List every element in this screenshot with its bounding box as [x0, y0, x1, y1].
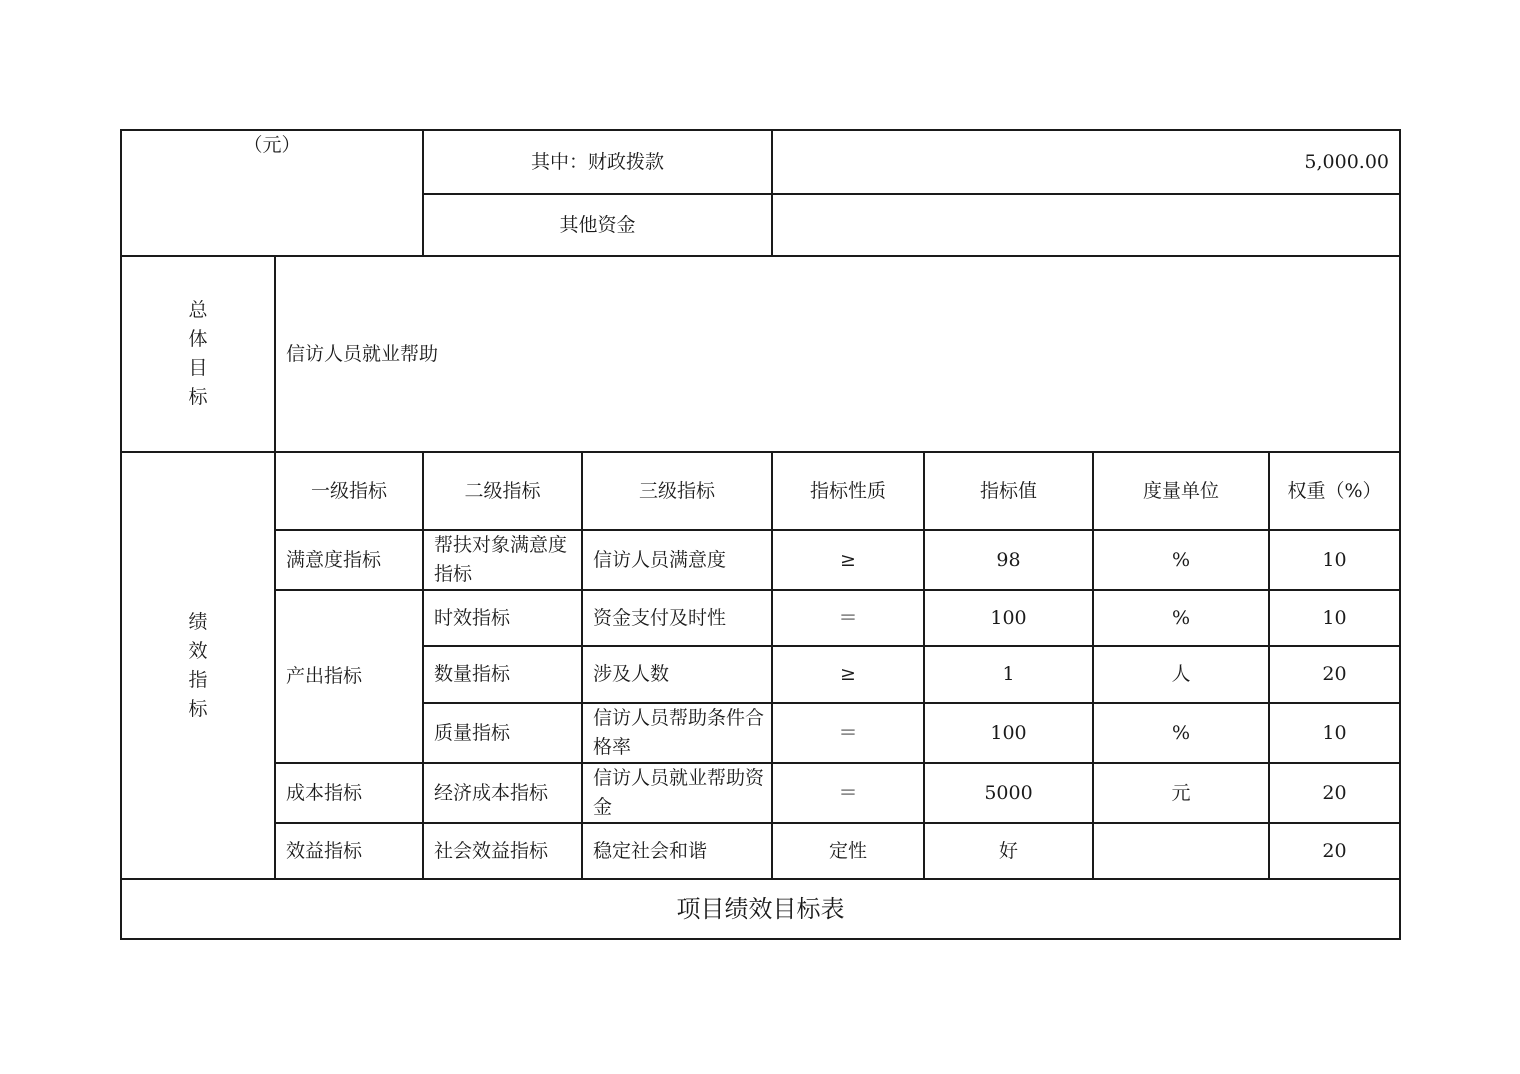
- table-title: 项目绩效目标表: [676, 894, 845, 923]
- row2-level1: 产出指标: [286, 665, 363, 687]
- row5-level3: 信访人员就业帮助资金: [593, 767, 765, 818]
- row6-level3: 稳定社会和谐: [593, 839, 708, 862]
- row2-level2: 时效指标: [434, 606, 511, 629]
- header-level1: 一级指标: [310, 479, 387, 502]
- row1-level2: 帮扶对象满意度指标: [434, 534, 568, 585]
- row3-weight: 20: [1322, 663, 1347, 685]
- header-level2: 二级指标: [464, 479, 541, 502]
- row4-value: 100: [990, 721, 1027, 744]
- row2-unit: %: [1171, 606, 1191, 629]
- row3-level3: 涉及人数: [593, 663, 670, 685]
- row5-unit: 元: [1171, 781, 1191, 804]
- row5-level1: 成本指标: [286, 781, 363, 804]
- row1-weight: 10: [1322, 548, 1347, 571]
- goal-text: 信访人员就业帮助: [286, 342, 439, 365]
- header-unit: 度量单位: [1142, 479, 1219, 502]
- row6-weight: 20: [1322, 839, 1347, 862]
- row1-level1: 满意度指标: [286, 548, 382, 571]
- row6-unit: [1094, 824, 1268, 878]
- header-nature: 指标性质: [809, 479, 886, 502]
- row3-nature: ≥: [840, 663, 856, 685]
- row6-level2: 社会效益指标: [434, 839, 549, 862]
- row4-weight: 10: [1322, 721, 1347, 744]
- performance-label: 绩 效 指 标: [188, 610, 208, 720]
- row4-unit: %: [1171, 721, 1191, 744]
- row5-weight: 20: [1322, 781, 1347, 804]
- fiscal-value: 5,000.00: [1304, 150, 1389, 173]
- row1-nature: ≥: [840, 548, 856, 571]
- goal-label: 总 体 目 标: [188, 299, 208, 408]
- other-funds-label: 其他资金: [559, 213, 636, 236]
- border-bottom: [120, 938, 1401, 940]
- row3-unit: 人: [1171, 663, 1191, 685]
- row4-level2: 质量指标: [434, 721, 511, 744]
- row4-level3: 信访人员帮助条件合格率: [593, 707, 765, 758]
- header-weight: 权重（%）: [1287, 479, 1382, 502]
- header-value: 指标值: [979, 479, 1037, 502]
- border-right: [1399, 129, 1401, 940]
- row2-nature: ＝: [838, 606, 858, 629]
- row5-level2: 经济成本指标: [434, 781, 549, 804]
- row6-level1: 效益指标: [286, 839, 363, 862]
- other-funds-value: [773, 195, 1399, 255]
- row2-level3: 资金支付及时性: [593, 606, 727, 629]
- funding-unit-label: （元）: [243, 134, 301, 156]
- fiscal-label: 其中：财政拨款: [530, 150, 664, 173]
- row4-nature: ＝: [838, 721, 858, 744]
- row3-value: 1: [1002, 663, 1015, 685]
- row6-nature: 定性: [828, 839, 867, 862]
- row1-level3: 信访人员满意度: [593, 548, 727, 571]
- row5-value: 5000: [984, 781, 1033, 804]
- row1-unit: %: [1171, 548, 1191, 571]
- row2-value: 100: [990, 606, 1027, 629]
- header-level3: 三级指标: [638, 479, 715, 502]
- row2-weight: 10: [1322, 606, 1347, 629]
- row1-value: 98: [996, 548, 1021, 571]
- row5-nature: ＝: [838, 781, 858, 804]
- row6-value: 好: [998, 839, 1018, 862]
- row3-level2: 数量指标: [434, 663, 511, 685]
